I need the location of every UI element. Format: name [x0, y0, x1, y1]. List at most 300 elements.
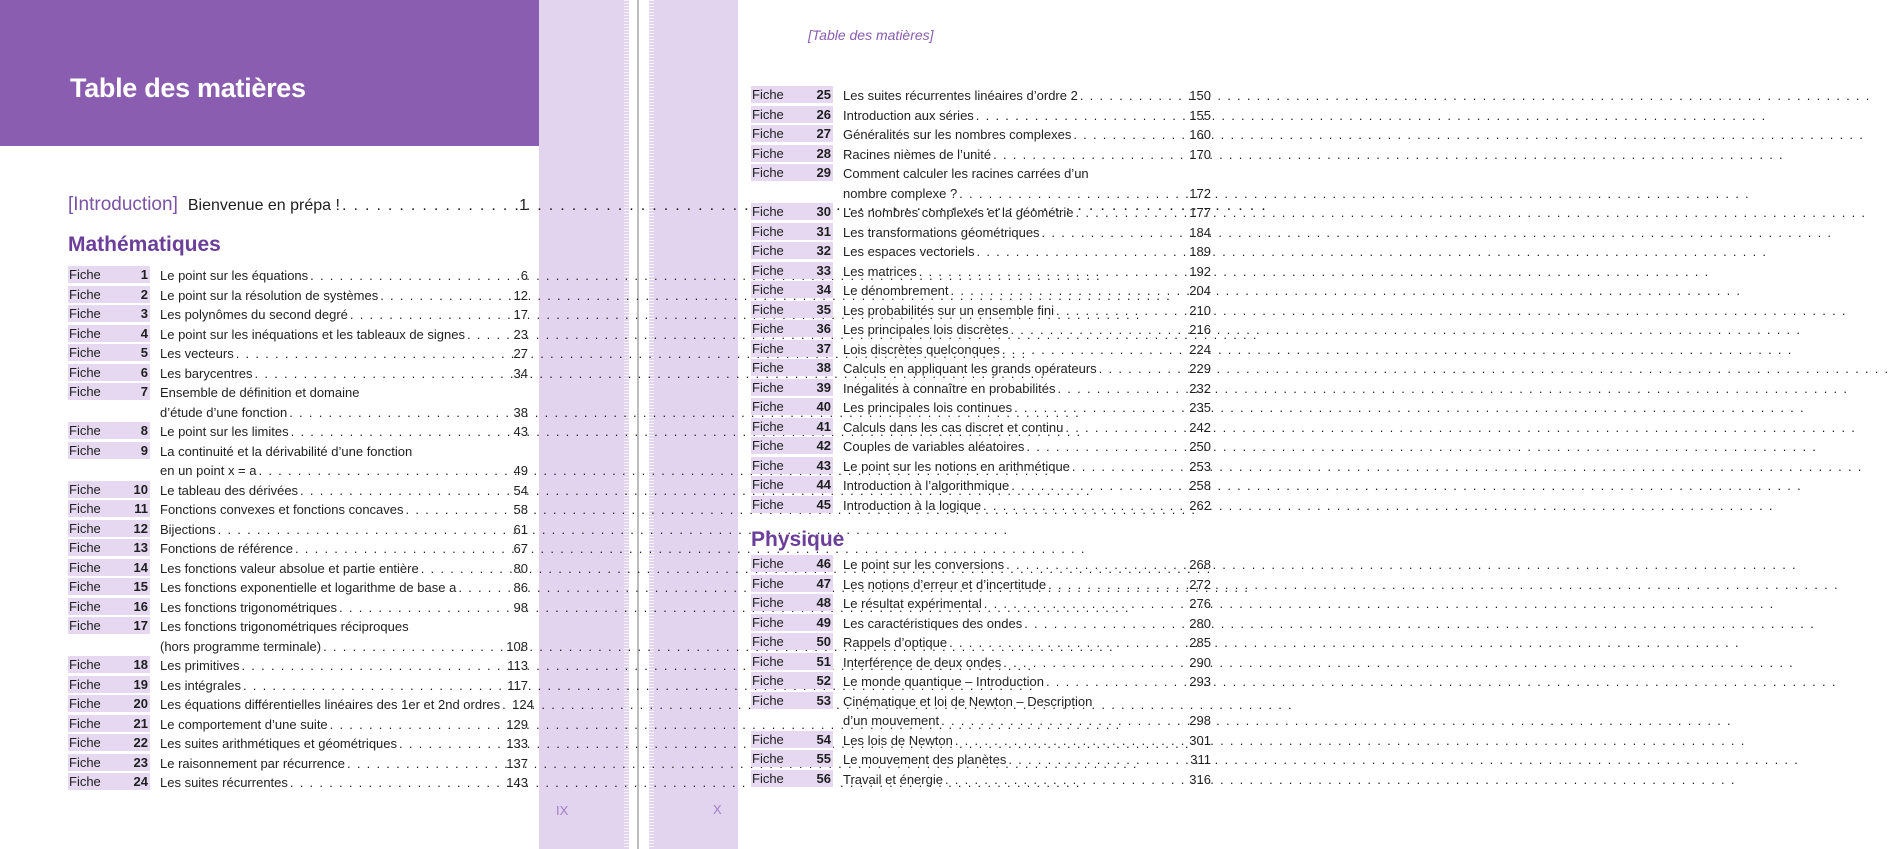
fiche-badge	[751, 223, 833, 240]
leader-dots	[977, 242, 1188, 262]
fiche-number: 39	[816, 379, 831, 395]
entry-title-row	[843, 379, 1211, 399]
toc-entry-fiche-37[interactable]	[751, 340, 1211, 360]
entry-title: Les équations différentielles linéaires des 1er et 2nd ordres	[160, 697, 501, 712]
fiche-label: Fiche	[752, 360, 784, 375]
toc-entry-fiche-34[interactable]	[751, 281, 1211, 301]
page-number: 17	[513, 307, 528, 322]
fiche-label: Fiche	[69, 715, 101, 731]
page-number: 216	[1189, 322, 1211, 337]
entry-title: Introduction à l’algorithmique	[843, 478, 1010, 493]
entry-title-row	[843, 145, 1211, 165]
fiche-badge	[751, 692, 833, 709]
fiche-number: 8	[140, 423, 148, 438]
leader-dots	[342, 196, 517, 216]
page-number: 172	[1189, 185, 1211, 201]
toc-entry-fiche-46[interactable]	[751, 555, 1211, 575]
fiche-number: 27	[816, 126, 831, 141]
toc-entry-fiche-26[interactable]	[751, 106, 1211, 126]
left-folio: IX	[556, 803, 569, 818]
entry-title: Calculs dans les cas discret et continu	[843, 419, 1064, 435]
entry-title-row	[843, 555, 1211, 575]
fiche-badge	[751, 398, 833, 415]
fiche-badge	[68, 715, 150, 732]
entry-title: Les fonctions trigonométriques	[160, 599, 338, 615]
entry-title: Le point sur les notions en arithmétique	[843, 458, 1070, 474]
page-number: 192	[1189, 263, 1211, 279]
entry-title: Les primitives	[160, 658, 240, 673]
fiche-label: Fiche	[69, 754, 101, 770]
entry-text	[160, 325, 528, 345]
section-title-mathematiques: Mathématiques	[68, 233, 221, 256]
fiche-badge	[751, 437, 833, 454]
fiche-label: Fiche	[69, 598, 101, 614]
toc-entry-fiche-19[interactable]	[68, 676, 528, 696]
entry-text	[160, 598, 528, 618]
toc-entry-fiche-48[interactable]	[751, 594, 1211, 614]
toc-entry-fiche-31[interactable]	[751, 223, 1211, 243]
fiche-badge	[751, 203, 833, 220]
entry-text	[160, 539, 528, 559]
leader-dots	[399, 734, 504, 754]
toc-entry-fiche-50[interactable]	[751, 633, 1211, 653]
leader-dots	[310, 266, 519, 286]
entry-title-row	[160, 559, 528, 579]
leader-dots	[1024, 614, 1187, 634]
fiche-label: Fiche	[69, 735, 101, 750]
leader-dots	[1002, 340, 1187, 360]
fiche-number: 45	[816, 496, 831, 512]
entry-title-row	[160, 266, 528, 286]
fiche-number: 26	[816, 106, 831, 122]
fiche-label: Fiche	[752, 438, 784, 453]
fiche-badge	[68, 520, 150, 537]
leader-dots	[951, 281, 1188, 301]
toc-entry-fiche-10[interactable]	[68, 481, 528, 501]
leader-dots	[291, 422, 512, 442]
entry-title-row	[843, 476, 1211, 496]
fiche-badge	[68, 286, 150, 303]
fiche-number: 2	[140, 286, 148, 302]
toc-entry-fiche-13[interactable]	[68, 539, 528, 559]
entry-title: d’étude d’une fonction	[160, 404, 288, 420]
entry-title-line: Ensemble de définition et domaine	[160, 385, 360, 400]
page-number: 155	[1189, 107, 1211, 123]
toc-entry-fiche-25[interactable]	[751, 86, 1211, 106]
leader-dots	[1042, 223, 1188, 243]
fiche-number: 56	[816, 770, 831, 786]
leader-dots	[243, 676, 505, 696]
entry-title-row	[160, 403, 528, 423]
fiche-badge	[751, 770, 833, 787]
toc-entry-fiche-47[interactable]	[751, 575, 1211, 595]
entry-text	[160, 695, 534, 715]
fiche-label: Fiche	[752, 634, 784, 649]
entry-title: Calculs en appliquant les grands opérateurs	[843, 361, 1097, 376]
fiche-label: Fiche	[752, 243, 784, 258]
entry-title: Bijections	[160, 521, 216, 537]
fiche-badge	[68, 383, 150, 400]
entry-title-row	[843, 496, 1211, 516]
entry-title-line: Cinématique et loi de Newton – Description	[843, 693, 1093, 709]
fiche-number: 25	[816, 87, 831, 102]
fiche-label: Fiche	[752, 575, 784, 591]
entry-text	[160, 500, 528, 520]
page-number: 250	[1189, 439, 1211, 454]
toc-entry-fiche-28[interactable]	[751, 145, 1211, 165]
entry-title: Les polynômes du second degré	[160, 307, 348, 322]
toc-entry-fiche-38[interactable]	[751, 359, 1211, 379]
entry-title: Le tableau des dérivées	[160, 482, 299, 498]
entry-text	[160, 656, 528, 676]
fiche-badge	[751, 614, 833, 631]
leader-dots	[458, 578, 511, 598]
leader-dots	[945, 770, 1187, 790]
page-number: 262	[1189, 497, 1211, 513]
fiche-number: 38	[816, 360, 831, 375]
entry-title-row	[160, 325, 528, 345]
fiche-badge	[751, 457, 833, 474]
entry-text	[843, 262, 1211, 282]
toc-entry-fiche-29[interactable]	[751, 164, 1211, 203]
intro-page: 1	[519, 197, 528, 214]
toc-entry-fiche-15[interactable]	[68, 578, 528, 598]
entry-text	[843, 320, 1211, 340]
entry-title-row	[160, 676, 528, 696]
entry-title: Introduction aux séries	[843, 107, 974, 123]
entry-title-line: La continuité et la dérivabilité d’une fonction	[160, 443, 413, 459]
leader-dots	[421, 559, 512, 579]
entry-title: Les transformations géométriques	[843, 224, 1040, 240]
fiche-number: 40	[816, 399, 831, 414]
entry-title-row	[843, 731, 1211, 751]
toc-entry-fiche-9[interactable]	[68, 442, 528, 481]
fiche-number: 1	[140, 267, 148, 282]
entry-title: d’un mouvement	[843, 713, 940, 728]
entry-title: Le mouvement des planètes	[843, 752, 1007, 767]
entry-text	[843, 633, 1211, 653]
fiche-number: 20	[133, 696, 148, 711]
fiche-label: Fiche	[69, 345, 101, 360]
fiche-label: Fiche	[69, 325, 101, 341]
leader-dots	[323, 637, 504, 657]
page-number: 184	[1189, 224, 1211, 240]
toc-entry-fiche-14[interactable]	[68, 559, 528, 579]
entry-title: Le monde quantique – Introduction	[843, 674, 1044, 689]
entry-title: Les lois de Newton	[843, 732, 953, 748]
fiche-label: Fiche	[69, 481, 101, 497]
fiche-label: Fiche	[752, 770, 784, 786]
entry-text	[843, 672, 1211, 692]
fiche-badge	[68, 754, 150, 771]
fiche-number: 5	[140, 345, 148, 360]
page-number: 189	[1189, 244, 1211, 259]
fiche-badge	[751, 281, 833, 298]
fiche-label: Fiche	[752, 126, 784, 141]
fiche-number: 51	[816, 653, 831, 669]
toc-entry-fiche-3[interactable]	[68, 305, 528, 325]
fiche-number: 31	[816, 223, 831, 239]
fiche-number: 22	[133, 735, 148, 750]
page-number: 316	[1189, 771, 1211, 787]
toc-entry-fiche-55[interactable]	[751, 750, 1211, 770]
fiche-label: Fiche	[69, 306, 101, 321]
intro-entry[interactable]	[68, 194, 528, 220]
fiche-number: 13	[133, 540, 148, 555]
fiche-label: Fiche	[752, 165, 784, 180]
fiche-badge	[68, 578, 150, 595]
page-number: 285	[1189, 635, 1211, 650]
entry-title-row	[843, 672, 1211, 692]
entry-text	[843, 379, 1211, 399]
entry-text	[843, 692, 1211, 731]
toc-entry-fiche-1[interactable]	[68, 266, 528, 286]
fiche-badge	[751, 476, 833, 493]
entry-text	[843, 496, 1211, 516]
page-number: 137	[506, 755, 528, 771]
page-number: 12	[513, 287, 528, 303]
toc-entry-fiche-7[interactable]	[68, 383, 528, 422]
toc-entry-fiche-11[interactable]	[68, 500, 528, 520]
toc-entry-fiche-35[interactable]	[751, 301, 1211, 321]
entry-text	[160, 383, 528, 422]
toc-entry-fiche-41[interactable]	[751, 418, 1211, 438]
leader-dots	[1065, 418, 1187, 438]
toc-entry-fiche-53[interactable]	[751, 692, 1211, 731]
fiche-badge	[751, 575, 833, 592]
page-number: 150	[1189, 88, 1211, 103]
fiche-badge	[68, 695, 150, 712]
fiche-label: Fiche	[69, 540, 101, 555]
page-number: 86	[513, 580, 528, 595]
toc-entry-fiche-30[interactable]	[751, 203, 1211, 223]
entry-title-row	[843, 320, 1211, 340]
entry-title: Les probabilités sur un ensemble fini	[843, 302, 1055, 318]
fiche-number: 30	[816, 204, 831, 219]
entry-text	[160, 559, 528, 579]
entry-title: Les nombres complexes et la géométrie	[843, 205, 1074, 220]
leader-dots	[350, 305, 512, 325]
toc-entry-fiche-21[interactable]	[68, 715, 528, 735]
entry-text	[160, 578, 528, 598]
fiche-number: 35	[816, 301, 831, 317]
fiche-number: 53	[816, 692, 831, 708]
fiche-label: Fiche	[752, 399, 784, 414]
toc-entry-fiche-43[interactable]	[751, 457, 1211, 477]
leader-dots	[955, 731, 1187, 751]
toc-entry-fiche-54[interactable]	[751, 731, 1211, 751]
entry-text	[843, 575, 1211, 595]
entry-title-row	[843, 437, 1211, 457]
toc-entry-fiche-23[interactable]	[68, 754, 528, 774]
fiche-badge	[751, 359, 833, 376]
fiche-badge	[68, 325, 150, 342]
fiche-badge	[751, 555, 833, 572]
toc-entry-fiche-32[interactable]	[751, 242, 1211, 262]
entry-title-row	[843, 457, 1211, 477]
fiche-label: Fiche	[69, 384, 101, 399]
fiche-badge	[751, 653, 833, 670]
fiche-number: 32	[816, 243, 831, 258]
page-number: 268	[1189, 557, 1211, 572]
fiche-label: Fiche	[752, 301, 784, 317]
entry-text	[843, 418, 1211, 438]
title-band	[0, 0, 539, 146]
entry-title: Le résultat expérimental	[843, 596, 982, 611]
toc-entry-fiche-12[interactable]	[68, 520, 528, 540]
fiche-badge	[751, 340, 833, 357]
entry-title-row	[843, 262, 1211, 282]
leader-dots	[1073, 125, 1187, 145]
toc-entry-fiche-20[interactable]	[68, 695, 534, 715]
page-number: 170	[1189, 146, 1211, 162]
fiche-badge	[68, 344, 150, 361]
toc-entry-fiche-45[interactable]	[751, 496, 1211, 516]
entry-title: Interférence de deux ondes	[843, 654, 1002, 670]
fiche-label: Fiche	[69, 520, 101, 536]
fiche-badge	[751, 320, 833, 337]
page-number: 177	[1189, 205, 1211, 220]
fiche-number: 48	[816, 595, 831, 610]
entry-text	[160, 442, 528, 481]
leader-dots	[1057, 379, 1187, 399]
entry-title-row	[843, 242, 1211, 262]
toc-entry-fiche-16[interactable]	[68, 598, 528, 618]
leader-dots	[919, 262, 1188, 282]
toc-entry-fiche-51[interactable]	[751, 653, 1211, 673]
page-number: 224	[1189, 341, 1211, 357]
toc-entry-fiche-44[interactable]	[751, 476, 1211, 496]
leader-dots	[347, 754, 504, 774]
leader-dots	[380, 286, 511, 306]
fiche-label: Fiche	[752, 751, 784, 766]
leader-dots	[1072, 457, 1187, 477]
fiche-badge	[68, 305, 150, 322]
entry-text	[160, 422, 528, 442]
toc-entry-fiche-40[interactable]	[751, 398, 1211, 418]
fiche-badge	[68, 266, 150, 283]
fiche-number: 41	[816, 418, 831, 434]
fiche-badge	[68, 617, 150, 634]
page-number: 80	[513, 560, 528, 576]
toc-entry-fiche-6[interactable]	[68, 364, 528, 384]
toc-entry-fiche-4[interactable]	[68, 325, 528, 345]
toc-list-physique	[751, 555, 1211, 789]
fiche-badge	[68, 500, 150, 517]
page-number: 301	[1189, 732, 1211, 748]
entry-title-row	[843, 359, 1211, 379]
entry-title: Les principales lois discrètes	[843, 322, 1009, 337]
entry-text	[160, 266, 528, 286]
leader-dots	[259, 461, 512, 481]
page-number: 43	[513, 424, 528, 439]
fiche-number: 54	[816, 731, 831, 747]
page-number: 58	[513, 502, 528, 517]
toc-list-mathematiques-continued	[751, 86, 1211, 515]
page-number: 272	[1189, 576, 1211, 592]
fiche-number: 3	[140, 306, 148, 321]
entry-title-row	[160, 773, 528, 793]
toc-entry-fiche-24[interactable]	[68, 773, 528, 793]
leader-dots	[959, 184, 1187, 204]
toc-entry-fiche-33[interactable]	[751, 262, 1211, 282]
entry-text	[160, 286, 528, 306]
entry-text	[843, 731, 1211, 751]
fiche-label: Fiche	[69, 657, 101, 672]
toc-entry-fiche-39[interactable]	[751, 379, 1211, 399]
entry-title: Les fonctions exponentielle et logarithme de base a	[160, 580, 457, 595]
toc-entry-fiche-36[interactable]	[751, 320, 1211, 340]
entry-title-row	[160, 481, 528, 501]
leader-dots	[983, 496, 1187, 516]
entry-text	[843, 437, 1211, 457]
fiche-badge	[751, 731, 833, 748]
fiche-badge	[751, 86, 833, 103]
fiche-badge	[751, 242, 833, 259]
toc-entry-fiche-8[interactable]	[68, 422, 528, 442]
page-number: 129	[506, 716, 528, 732]
page-number: 124	[512, 697, 534, 712]
toc-entry-fiche-42[interactable]	[751, 437, 1211, 457]
entry-title-row	[843, 281, 1211, 301]
entry-title-row	[843, 86, 1211, 106]
page-number: 27	[513, 346, 528, 361]
entry-title: Rappels d’optique	[843, 635, 948, 650]
entry-title: Le point sur les inéquations et les tableaux de signes	[160, 326, 465, 342]
right-folio: X	[713, 802, 722, 817]
entry-title-row	[160, 364, 528, 384]
toc-entry-fiche-56[interactable]	[751, 770, 1211, 790]
entry-text	[843, 457, 1211, 477]
fiche-badge	[68, 539, 150, 556]
fiche-badge	[68, 656, 150, 673]
entry-text	[160, 754, 528, 774]
fiche-label: Fiche	[752, 379, 784, 395]
fiche-number: 37	[816, 340, 831, 356]
toc-entry-fiche-17[interactable]	[68, 617, 528, 656]
toc-entry-fiche-52[interactable]	[751, 672, 1211, 692]
toc-entry-fiche-5[interactable]	[68, 344, 528, 364]
toc-entry-fiche-2[interactable]	[68, 286, 528, 306]
toc-entry-fiche-49[interactable]	[751, 614, 1211, 634]
toc-entry-fiche-22[interactable]	[68, 734, 528, 754]
toc-entry-fiche-27[interactable]	[751, 125, 1211, 145]
page-number: 143	[506, 775, 528, 790]
entry-text	[843, 301, 1211, 321]
fiche-label: Fiche	[752, 321, 784, 336]
page-number: 23	[513, 326, 528, 342]
leader-dots	[949, 633, 1187, 653]
leader-dots	[218, 520, 512, 540]
fiche-badge	[751, 301, 833, 318]
entry-title-row	[160, 754, 528, 774]
leader-dots	[1080, 86, 1187, 106]
fiche-number: 49	[816, 614, 831, 630]
toc-entry-fiche-18[interactable]	[68, 656, 528, 676]
entry-title: Les caractéristiques des ondes	[843, 615, 1023, 631]
leader-dots	[1099, 359, 1188, 379]
fiche-badge	[68, 559, 150, 576]
running-head: [Table des matières]	[808, 27, 934, 43]
entry-title: Les intégrales	[160, 677, 241, 693]
entry-title: Les suites récurrentes linéaires d’ordre 2	[843, 88, 1078, 103]
leader-dots	[290, 773, 504, 793]
leader-dots	[984, 594, 1188, 614]
fiche-label: Fiche	[752, 556, 784, 571]
fiche-number: 24	[133, 774, 148, 789]
fiche-label: Fiche	[752, 692, 784, 708]
entry-text	[160, 520, 528, 540]
